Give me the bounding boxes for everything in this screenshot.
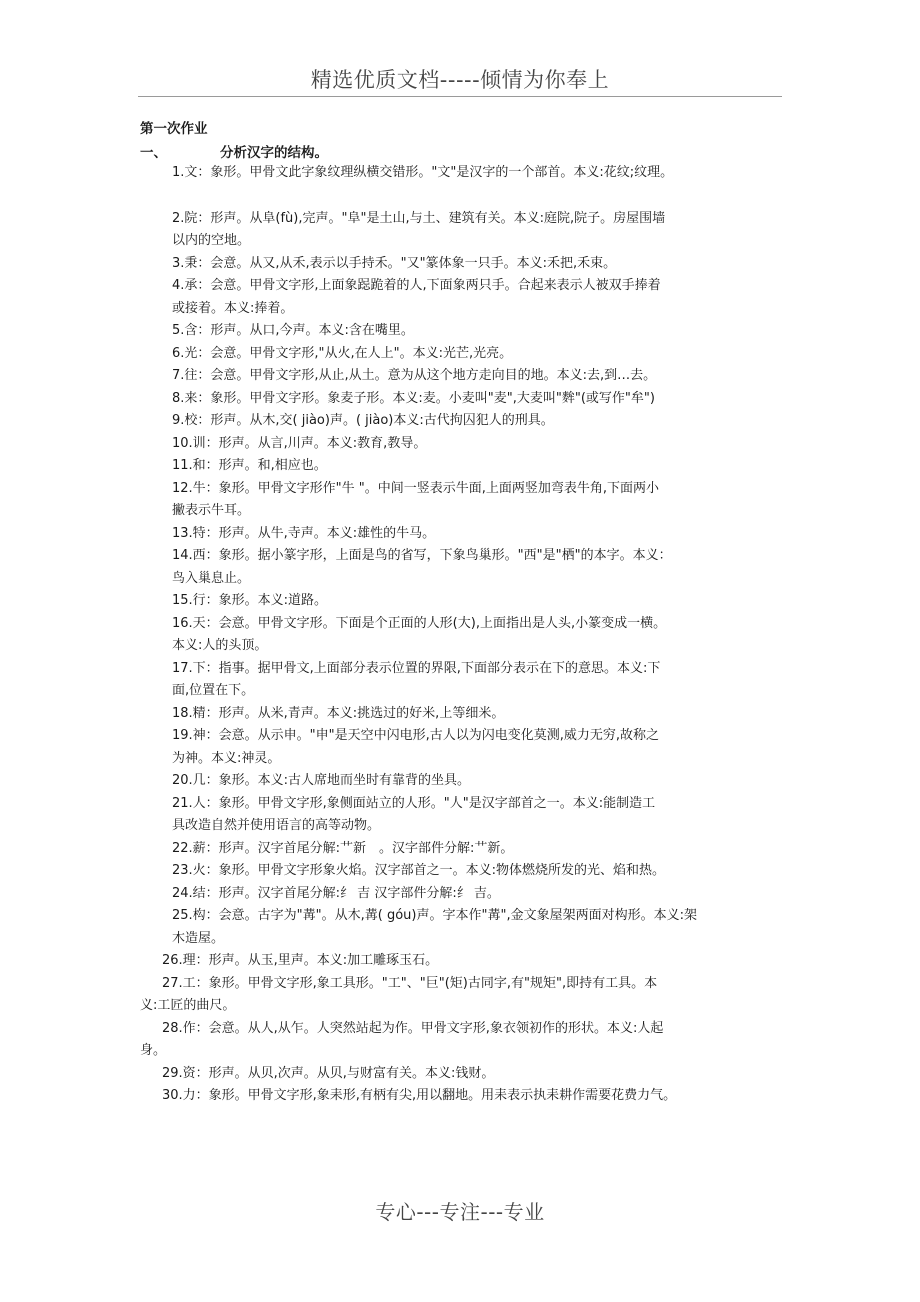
page-footer: 专心---专注---专业 — [375, 1200, 545, 1224]
character-entry — [140, 365, 790, 388]
character-entry — [140, 590, 790, 613]
character-entry — [140, 275, 790, 320]
entry-text: 19.神：会意。从示申。"申"是天空中闪电形,古人以为闪电变化莫测,威力无穷,故称之 — [172, 728, 660, 743]
character-entry — [140, 433, 790, 456]
entry-text: 9.校：形声。从木,交( jiào)声。( jiào)本义:古代拘囚犯人的刑具。 — [172, 413, 554, 428]
section-heading — [140, 141, 328, 161]
entry-text: 25.构：会意。古字为"冓"。从木,冓( góu)声。字本作"冓",金文象屋架两面对构形。本义:架 — [172, 908, 697, 923]
character-entry — [140, 838, 790, 861]
character-entry — [140, 973, 790, 1018]
entry-continuation: 具改造自然并使用语言的高等动物。 — [172, 818, 381, 833]
entry-text: 26.理：形声。从玉,里声。本义:加工雕琢玉石。 — [162, 953, 439, 968]
entry-continuation: 面,位置在下。 — [172, 683, 255, 698]
entry-text: 4.承：会意。甲骨文字形,上面象跽跪着的人,下面象两只手。合起来表示人被双手捧着 — [172, 278, 661, 293]
character-entry — [140, 1063, 790, 1086]
entry-text: 10.训：形声。从言,川声。本义:教育,教导。 — [172, 435, 427, 451]
entry-continuation: 撇表示牛耳。 — [172, 503, 251, 518]
entry-text: 23.火：象形。甲骨文字形象火焰。汉字部首之一。本义:物体燃烧所发的光、焰和热。 — [172, 863, 666, 878]
entry-text: 16.天：会意。甲骨文字形。下面是个正面的人形(大),上面指出是人头,小篆变成一横。 — [172, 615, 667, 631]
character-entry — [140, 905, 790, 950]
entry-text: 14.西：象形。据小篆字形，上面是鸟的省写，下象鸟巢形。"西"是"栖"的本字。本义： — [172, 548, 672, 563]
entry-text: 7.往：会意。甲骨文字形,从止,从土。意为从这个地方走向目的地。本义:去,到…去。 — [172, 368, 657, 383]
character-entry — [140, 658, 790, 703]
character-entry — [140, 703, 790, 726]
entry-text: 13.特：形声。从牛,寺声。本义:雄性的牛马。 — [172, 525, 436, 541]
entry-text: 8.来：象形。甲骨文字形。象麦子形。本义:麦。小麦叫"麦",大麦叫"麰"(或写作"牟") — [172, 390, 655, 406]
entry-text: 5.含：形声。从口,今声。本义:含在嘴里。 — [172, 323, 414, 338]
entry-text: 24.结：形声。汉字首尾分解:纟 吉 汉字部件分解:纟 吉。 — [172, 885, 500, 901]
entry-text: 1.文：象形。甲骨文此字象纹理纵横交错形。"文"是汉字的一个部首。本义:花纹;纹理。 — [172, 165, 674, 180]
section-label: 分析汉字的结构。 — [220, 145, 328, 161]
entry-text: 29.资：形声。从贝,次声。从贝,与财富有关。本义:钱财。 — [162, 1065, 495, 1081]
entry-continuation: 或接着。本义:捧着。 — [172, 300, 294, 316]
character-entry — [140, 343, 790, 366]
character-entry — [140, 793, 790, 838]
section-number: 一、 — [140, 145, 167, 161]
character-entry — [140, 478, 790, 523]
character-entry — [140, 410, 790, 433]
document-title: 第一次作业 — [140, 121, 208, 137]
entry-text: 2.院：形声。从阜(fù),完声。"阜"是土山,与土、建筑有关。本义:庭院,院子。房屋围墙 — [172, 210, 666, 226]
entry-continuation: 身。 — [140, 1043, 167, 1058]
entry-text: 27.工：象形。甲骨文字形,象工具形。"工"、"巨"(矩)古同字,有"规矩",即持有工具。本 — [162, 975, 658, 991]
entry-continuation: 木造屋。 — [172, 930, 225, 946]
character-entry — [140, 950, 790, 973]
entry-text: 12.牛：象形。甲骨文字形作"牛 "。中间一竖表示牛面,上面两竖加弯表牛角,下面两小 — [172, 480, 660, 496]
header-divider — [138, 96, 782, 97]
character-entry — [140, 613, 790, 658]
entry-continuation: 本义:人的头顶。 — [172, 638, 268, 653]
entry-text: 20.几：象形。本义:古人席地而坐时有靠背的坐具。 — [172, 773, 471, 788]
character-entry — [140, 545, 790, 590]
character-entry — [140, 725, 790, 770]
entry-continuation: 鸟入巢息止。 — [172, 570, 251, 586]
entry-text: 6.光：会意。甲骨文字形,"从火,在人上"。本义:光芒,光亮。 — [172, 345, 513, 361]
entry-list — [140, 162, 790, 1108]
character-entry — [140, 1018, 790, 1063]
entry-text: 22.薪：形声。汉字首尾分解:艹新 。汉字部件分解:艹新。 — [172, 840, 514, 856]
page-header: 精选优质文档-----倾情为你奉上 — [310, 68, 610, 92]
character-entry — [140, 455, 790, 478]
entry-text: 11.和：形声。和,相应也。 — [172, 458, 327, 473]
entry-text: 18.精：形声。从米,青声。本义:挑选过的好米,上等细米。 — [172, 705, 505, 721]
character-entry — [140, 162, 790, 185]
entry-text: 17.下：指事。据甲骨文,上面部分表示位置的界限,下面部分表示在下的意思。本义:下 — [172, 660, 661, 676]
entry-continuation: 以内的空地。 — [172, 233, 251, 248]
entry-text: 30.力：象形。甲骨文字形,象耒形,有柄有尖,用以翻地。用耒表示执耒耕作需要花费力气。 — [162, 1088, 677, 1103]
character-entry — [140, 883, 790, 906]
character-entry — [140, 253, 790, 276]
character-entry — [140, 860, 790, 883]
character-entry — [140, 320, 790, 343]
character-entry — [140, 388, 790, 411]
character-entry — [140, 770, 790, 793]
entry-text: 21.人：象形。甲骨文字形,象侧面站立的人形。"人"是汉字部首之一。本义:能制造工 — [172, 795, 656, 811]
entry-text: 15.行：象形。本义:道路。 — [172, 593, 328, 608]
entry-continuation: 为神。本义:神灵。 — [172, 750, 281, 766]
character-entry — [140, 1085, 790, 1108]
entry-text: 28.作：会意。从人,从乍。人突然站起为作。甲骨文字形,象衣领初作的形状。本义:人起 — [162, 1020, 664, 1036]
entry-continuation: 义:工匠的曲尺。 — [140, 998, 236, 1013]
entry-text: 3.秉：会意。从又,从禾,表示以手持禾。"又"篆体象一只手。本义:禾把,禾束。 — [172, 255, 617, 271]
character-entry — [140, 523, 790, 546]
character-entry — [140, 208, 790, 253]
